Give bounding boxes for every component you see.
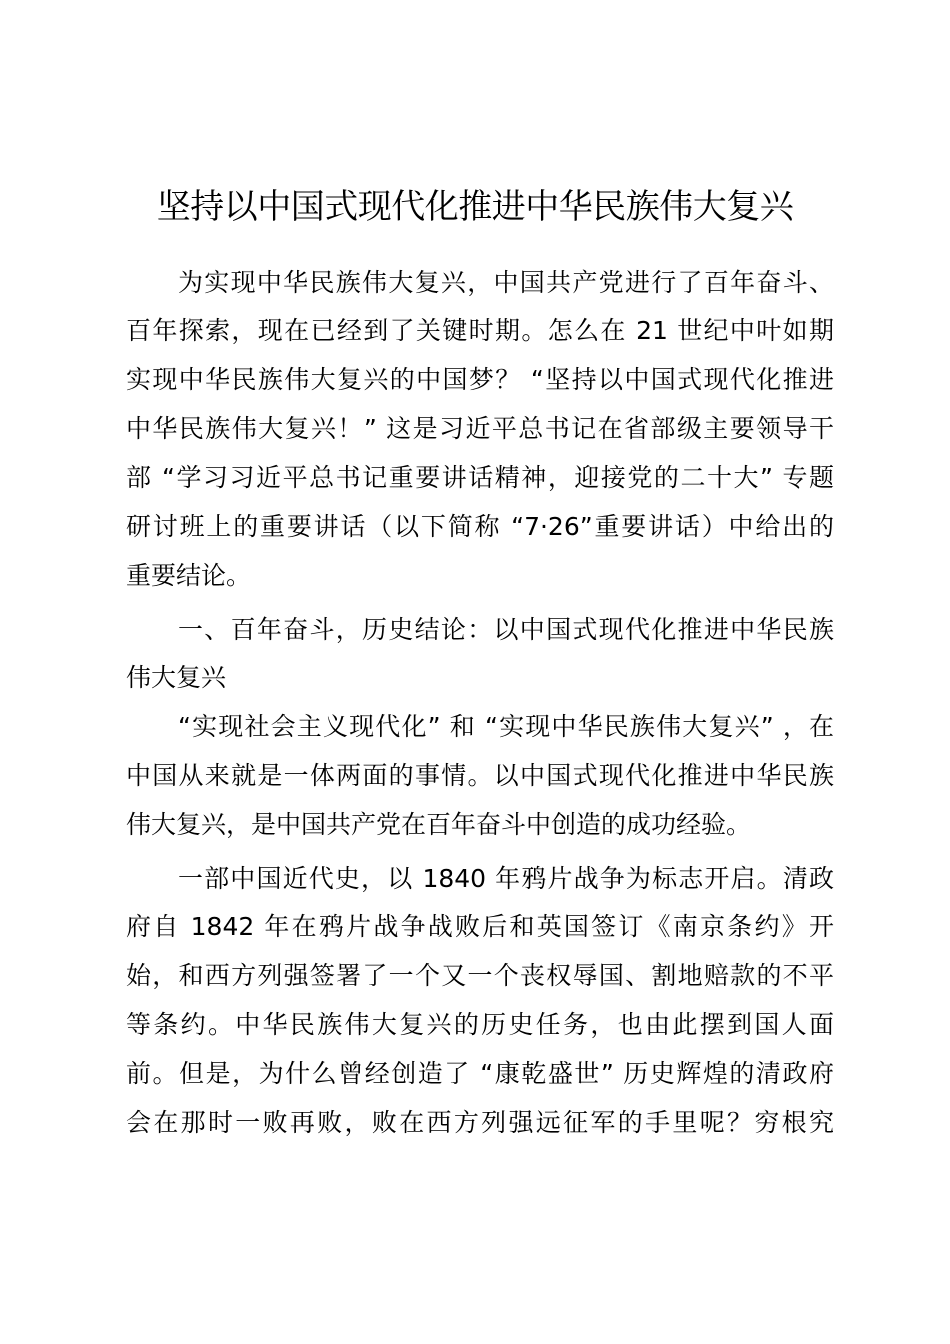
text-line: 一部中国近代史，以 1840 年鸦片战争为标志开启。清政 (178, 864, 834, 893)
heading-line: 一、百年奋斗，历史结论：以中国式现代化推进中华民族 (178, 615, 834, 644)
text-line: 重要结论。 (126, 561, 252, 590)
text-line: 中华民族伟大复兴！” 这是习近平总书记在省部级主要领导干 (126, 414, 834, 443)
text-line: 前。但是，为什么曾经创造了 “康乾盛世” 历史辉煌的清政府 (126, 1059, 834, 1088)
text-line: 伟大复兴，是中国共产党在百年奋斗中创造的成功经验。 (126, 810, 752, 839)
text-line: 研讨班上的重要讲话（以下简称 “7·26”重要讲话）中给出的 (126, 512, 834, 541)
text-line: 等条约。中华民族伟大复兴的历史任务，也由此摆到国人面 (126, 1010, 834, 1039)
text-line: “实现社会主义现代化” 和 “实现中华民族伟大复兴” ，在 (178, 712, 834, 741)
heading-line: 伟大复兴 (126, 663, 227, 692)
text-line: 中国从来就是一体两面的事情。以中国式现代化推进中华民族 (126, 761, 834, 790)
text-line: 会在那时一败再败，败在西方列强远征军的手里呢？穷根究 (126, 1108, 834, 1137)
text-line: 府自 1842 年在鸦片战争战败后和英国签订《南京条约》开 (126, 912, 834, 941)
text-line: 实现中华民族伟大复兴的中国梦？ “坚持以中国式现代化推进 (126, 365, 834, 394)
text-line: 始，和西方列强签署了一个又一个丧权辱国、割地赔款的不平 (126, 961, 834, 990)
document-title: 坚持以中国式现代化推进中华民族伟大复兴 (156, 187, 794, 227)
text-line: 百年探索，现在已经到了关键时期。怎么在 21 世纪中叶如期 (126, 316, 834, 345)
text-line: 部 “学习习近平总书记重要讲话精神，迎接党的二十大” 专题 (126, 463, 834, 492)
text-line: 为实现中华民族伟大复兴，中国共产党进行了百年奋斗、 (178, 268, 834, 297)
